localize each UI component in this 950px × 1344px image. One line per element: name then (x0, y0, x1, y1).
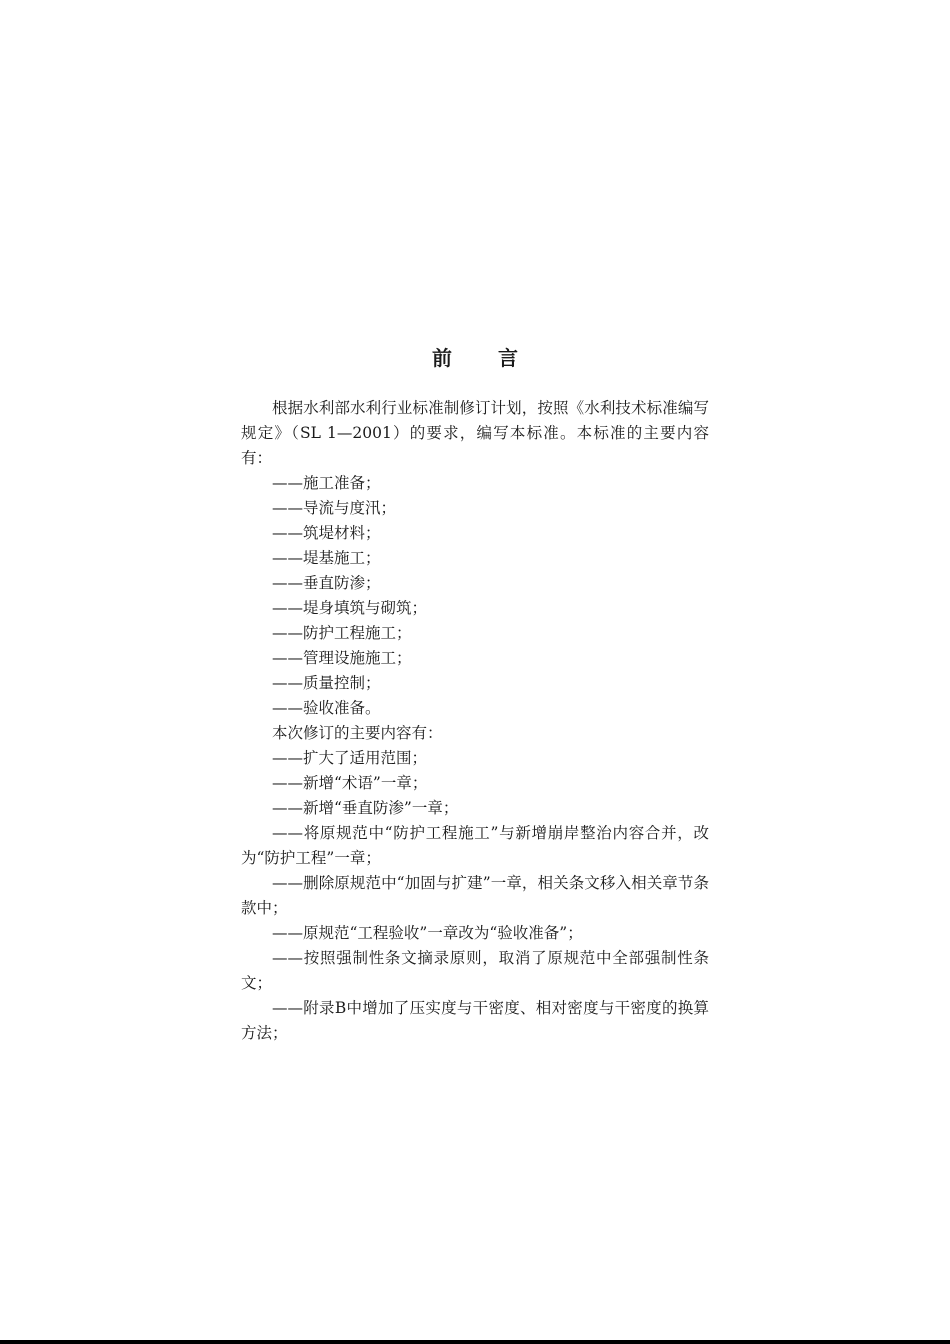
content-item: ——施工准备； (272, 474, 381, 492)
content-item: ——防护工程施工； (272, 624, 412, 642)
content-item: ——质量控制； (272, 674, 381, 692)
preface-body (241, 396, 709, 1046)
revision-item: ——附录B中增加了压实度与干密度、相对密度与干密度的换算方法； (241, 999, 709, 1042)
revision-item: ——扩大了适用范围； (272, 749, 428, 767)
revision-item: ——将原规范中“防护工程施工”与新增崩岸整治内容合并，改为“防护工程”一章； (241, 824, 709, 867)
revision-item: ——新增“垂直防渗”一章； (272, 799, 459, 817)
page-bottom-edge (0, 1340, 950, 1344)
content-item: ——堤身填筑与砌筑； (272, 599, 428, 617)
intro-paragraph: 根据水利部水利行业标准制修订计划，按照《水利技术标准编写规定》（SL 1—2001）的要求，编写本标准。本标准的主要内容有： (241, 399, 709, 467)
revision-item: ——删除原规范中“加固与扩建”一章，相关条文移入相关章节条款中； (241, 874, 709, 917)
revision-item: ——原规范“工程验收”一章改为“验收准备”； (272, 924, 583, 942)
content-item: ——导流与度汛； (272, 499, 397, 517)
content-item: ——筑堤材料； (272, 524, 381, 542)
revision-intro: 本次修订的主要内容有： (272, 724, 443, 742)
content-item: ——垂直防渗； (272, 574, 381, 592)
revision-item: ——新增“术语”一章； (272, 774, 428, 792)
content-item: ——管理设施施工； (272, 649, 412, 667)
content-item: ——验收准备。 (272, 699, 381, 717)
revision-item: ——按照强制性条文摘录原则，取消了原规范中全部强制性条文； (241, 949, 709, 992)
content-item: ——堤基施工； (272, 549, 381, 567)
page-title: 前言 (432, 346, 564, 371)
